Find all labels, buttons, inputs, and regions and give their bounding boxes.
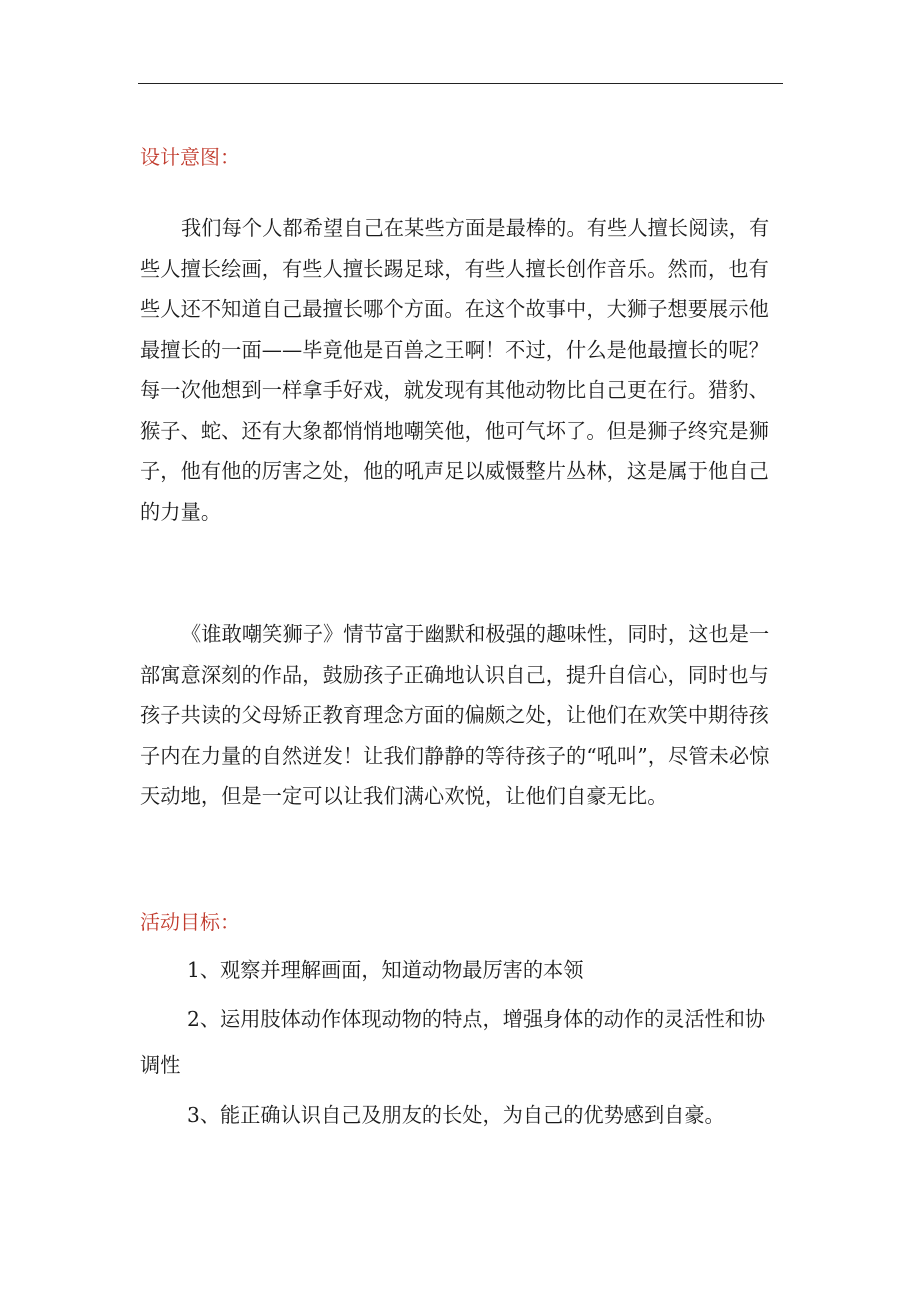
activity-goals-heading: 活动目标： — [140, 910, 240, 934]
design-intent-heading: 设计意图： — [140, 145, 240, 169]
header-rule — [138, 83, 783, 84]
activity-goal-item-1: 1、观察并理解画面，知道动物最厉害的本领 — [187, 958, 584, 982]
activity-goal-item-3: 3、能正确认识自己及朋友的长处，为自己的优势感到自豪。 — [187, 1103, 725, 1127]
design-intent-paragraph-1: 我们每个人都希望自己在某些方面是最棒的。有些人擅长阅读，有些人擅长绘画，有些人擅长踢足球，有些人擅长创作音乐。然而，也有些人还不知道自己最擅长哪个方面。在这个故事中，大狮子想要展示他最擅长的一面——毕竟他是百兽之王啊！不过，什么是他最擅长的呢？每一次他想到一样拿手好戏，就发现有其他动物比自己更在行。猎豹、猴子、蛇、还有大象都悄悄地嘲笑他，他可气坏了。但是狮子终究是狮子，他有他的厉害之处，他的吼声足以威慑整片丛林，这是属于他自己的力量。 — [140, 216, 770, 524]
design-intent-paragraph-2: 《谁敢嘲笑狮子》情节富于幽默和极强的趣味性，同时，这也是一部寓意深刻的作品，鼓励孩子正确地认识自己，提升自信心，同时也与孩子共读的父母矫正教育理念方面的偏颇之处，让他们在欢笑中期待孩子内在力量的自然迸发！让我们静静的等待孩子的“吼叫”，尽管未必惊天动地，但是一定可以让我们满心欢悦，让他们自豪无比。 — [140, 622, 770, 808]
activity-goal-item-2: 2、运用肢体动作体现动物的特点，增强身体的动作的灵活性和协调性 — [140, 1007, 766, 1077]
